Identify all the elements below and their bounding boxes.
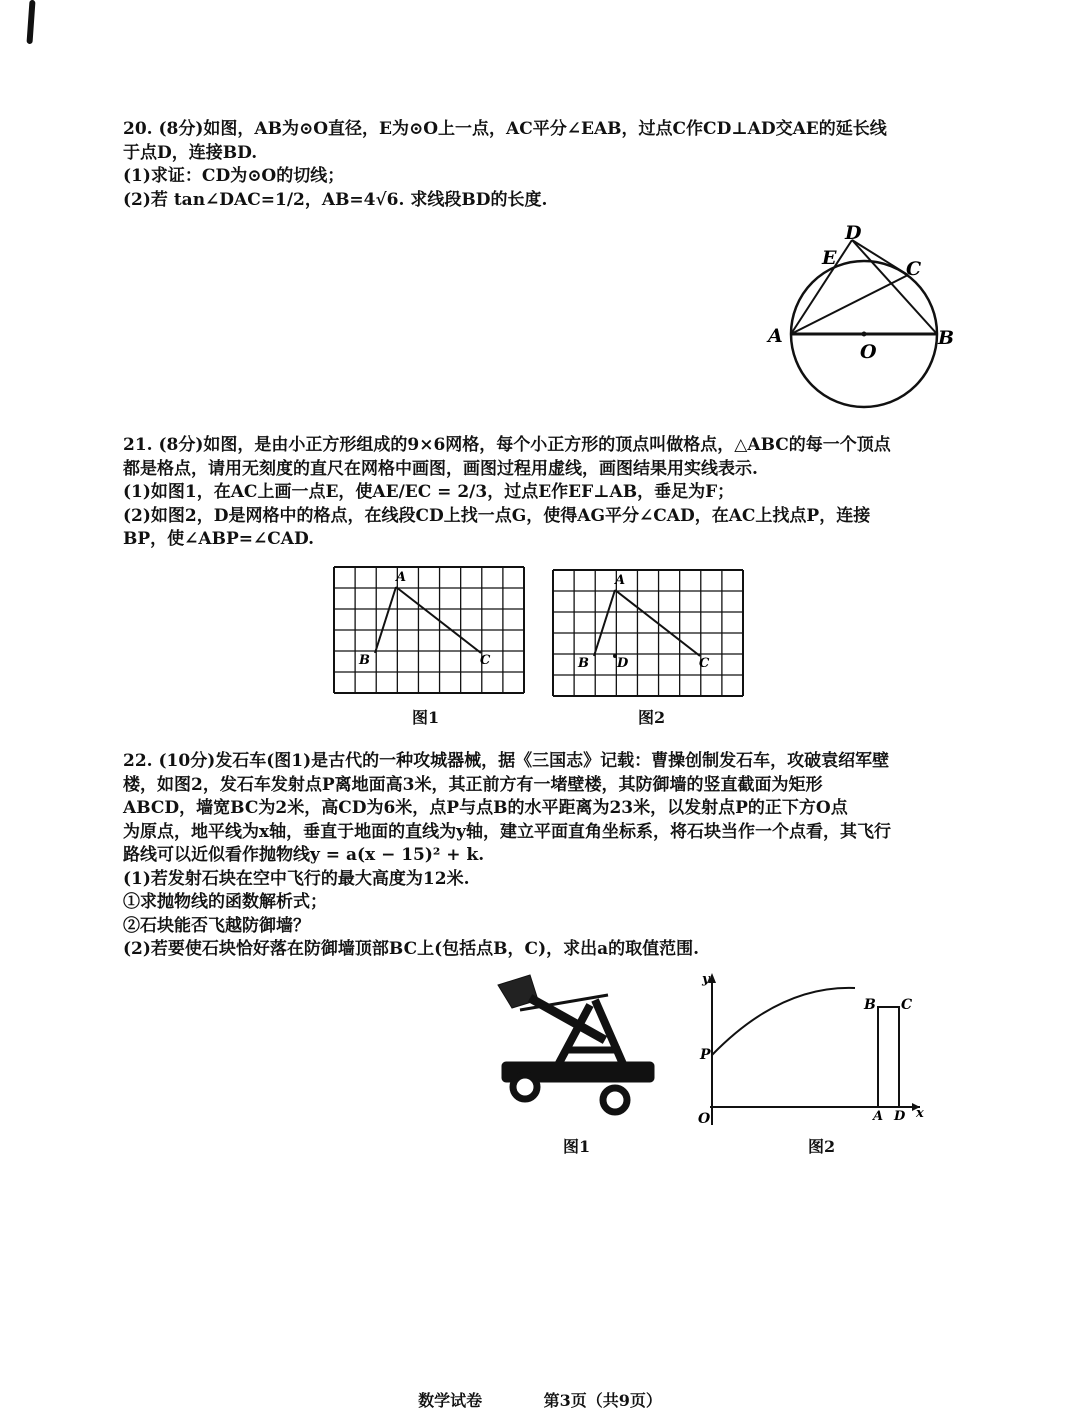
q22-catapult-illustration	[490, 970, 665, 1120]
segment-ac	[396, 587, 481, 653]
q22-line9: (2)若要使石块恰好落在防御墙顶部BC上(包括点B，C)，求出a的取值范围.	[123, 939, 700, 959]
q20-line4: (2)若 tan∠DAC=1/2，AB=4√6. 求线段BD的长度.	[123, 189, 548, 210]
page-footer	[0, 1388, 1080, 1411]
q20-line1: 20. (8分)如图，AB为⊙O直径，E为⊙O上一点，AC平分∠EAB，过点C作CD⊥AD交AE的延长线	[123, 119, 887, 139]
q22-line6: (1)若发射石块在空中飞行的最大高度为12米.	[123, 868, 470, 889]
label-o: O	[698, 1111, 711, 1127]
grid-lines	[553, 570, 743, 696]
segment-ba	[594, 590, 615, 656]
segment-ac	[615, 590, 700, 656]
catapult-wheel-left	[513, 1075, 537, 1099]
catapult-wheel-right	[603, 1088, 627, 1112]
q22-fig2-caption: 图2	[808, 1137, 836, 1156]
label-d: D	[617, 656, 629, 671]
footer-page-number: 第3页（共9页）	[543, 1391, 662, 1410]
footer-subject: 数学试卷	[418, 1391, 483, 1410]
label-a: A	[396, 570, 407, 585]
q21-line5: BP，使∠ABP=∠CAD.	[123, 529, 315, 549]
q21-line1: 21. (8分)如图，是由小正方形组成的9×6网格，每个小正方形的顶点叫做格点，△ABC的每一个顶点	[123, 435, 891, 455]
label-e: E	[822, 247, 837, 269]
label-b: B	[578, 656, 589, 671]
label-y: y	[702, 972, 710, 987]
label-c: C	[901, 997, 913, 1013]
q22-line3: ABCD，墙宽BC为2米，高CD为6米，点P与点B的水平距离为23米，以发射点P的正下方O点	[123, 798, 848, 818]
label-c: C	[699, 656, 710, 671]
line-db	[852, 240, 937, 334]
label-c: C	[906, 258, 922, 280]
q21-grid-figure-1	[332, 565, 526, 697]
label-x: x	[916, 1106, 924, 1121]
q21-line4: (2)如图2，D是网格中的格点，在线段CD上找一点G，使得AG平分∠CAD，在AC上找点P，连接	[123, 505, 871, 526]
question-21	[123, 434, 958, 552]
q22-line2: 楼，如图2，发石车发射点P离地面高3米，其正前方有一堵壁楼，其防御墙的竖直截面为矩形	[123, 774, 823, 795]
q22-line7: ①求抛物线的函数解析式；	[123, 892, 327, 912]
label-d: D	[845, 222, 862, 244]
parabola-path	[712, 988, 855, 1055]
q21-grid-figure-2	[551, 568, 745, 700]
q21-line3: (1)如图1，在AC上画一点E，使AE/EC = 2/3，过点E作EF⊥AB，垂足为F；	[123, 482, 735, 502]
label-c: C	[480, 653, 491, 668]
grid-lines	[334, 567, 524, 693]
center-point	[862, 332, 867, 337]
segment-ba	[375, 587, 396, 653]
q22-line1: 22. (10分)发石车(图1)是古代的一种攻城器械，据《三国志》记载：曹操创制发石车，攻破袁绍军壁	[123, 751, 890, 771]
label-b: B	[938, 327, 955, 349]
q22-line8: ②石块能否飞越防御墙？	[123, 915, 310, 936]
q20-circle-figure	[760, 220, 960, 420]
q22-line4: 为原点，地平线为x轴，垂直于地面的直线为y轴，建立平面直角坐标系，将石块当作一个点看，其飞行	[123, 821, 892, 842]
label-o: O	[860, 341, 877, 363]
label-a: A	[768, 325, 783, 347]
q22-coordinate-figure	[690, 965, 930, 1130]
q20-line2: 于点D，连接BD.	[123, 142, 258, 163]
q22-fig1-caption: 图1	[563, 1137, 591, 1156]
label-p: P	[700, 1047, 711, 1063]
label-b: B	[864, 997, 876, 1013]
label-a: A	[873, 1109, 884, 1124]
label-b: B	[359, 653, 370, 668]
wall-rectangle-abcd	[878, 1007, 899, 1107]
q22-line5: 路线可以近似看作抛物线y = a(x − 15)² + k.	[123, 845, 485, 865]
q21-fig2-caption: 图2	[638, 708, 666, 727]
label-a: A	[615, 573, 626, 588]
q21-fig1-caption: 图1	[412, 708, 440, 727]
question-22	[123, 750, 958, 962]
label-d: D	[894, 1109, 906, 1124]
q20-line3: (1)求证：CD为⊙O的切线；	[123, 166, 345, 186]
q21-line2: 都是格点，请用无刻度的直尺在网格中画图，画图过程用虚线，画图结果用实线表示.	[123, 458, 758, 479]
question-20	[123, 118, 958, 212]
scan-mark	[26, 0, 35, 44]
